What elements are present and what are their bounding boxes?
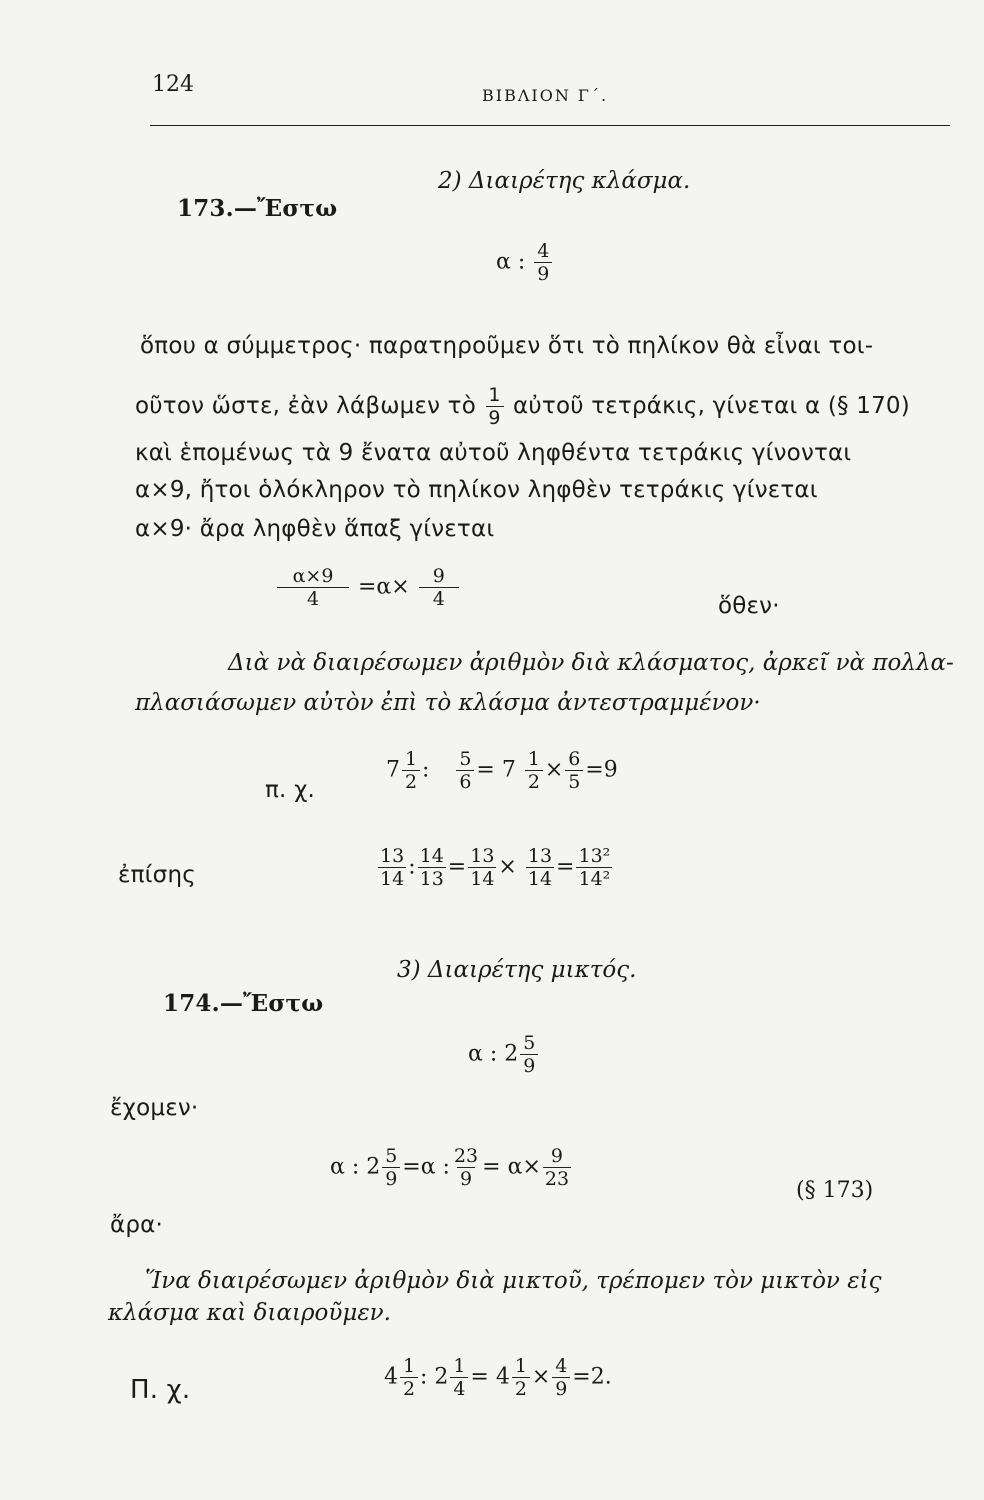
- header-rule: [150, 125, 950, 126]
- fraction: [576, 845, 612, 890]
- frac-num: 1: [488, 384, 501, 406]
- fraction: [526, 845, 554, 890]
- op: :: [420, 1364, 428, 1390]
- whole: 7: [386, 757, 400, 783]
- hence-label: ὅθεν·: [718, 593, 780, 619]
- result: =2.: [572, 1364, 612, 1390]
- fraction: [552, 1355, 570, 1400]
- text-line-2: [135, 384, 910, 429]
- op: =α :: [402, 1154, 450, 1180]
- fraction: [468, 845, 496, 890]
- have-label: ἔχομεν·: [110, 1095, 199, 1121]
- fraction: [456, 748, 474, 793]
- frac-num: α×9: [292, 565, 334, 587]
- frac-num: 23: [453, 1145, 479, 1167]
- eq-lhs: α : 2: [330, 1154, 381, 1180]
- frac-den: 5: [565, 770, 583, 793]
- text-line-2a: οῦτον ὥστε, ἐὰν λάβωμεν τὸ: [135, 393, 477, 419]
- eq-mid: =α×: [358, 574, 410, 600]
- section-3-title: 3) Διαιρέτης μικτός.: [397, 957, 637, 983]
- frac-num: 4: [555, 1355, 568, 1377]
- frac-num: 13: [470, 845, 495, 867]
- example-label: π. χ.: [265, 777, 316, 803]
- fraction: [512, 1355, 530, 1400]
- frac-den: 14²: [578, 868, 611, 890]
- frac-num: 9: [432, 565, 445, 587]
- fraction: [378, 845, 406, 890]
- fraction: [382, 1145, 400, 1190]
- fraction-5-9: [520, 1032, 538, 1077]
- result: =9: [585, 757, 618, 783]
- fraction-1-9: [486, 384, 504, 429]
- frac-den: 14: [470, 868, 495, 890]
- frac-num: 1: [402, 1355, 416, 1377]
- op: = 4: [470, 1364, 510, 1390]
- paragraph-173-label: 173.—Ἔστω: [177, 195, 338, 222]
- example-2-equation: [376, 845, 614, 890]
- rule-174-line-2: κλάσμα καὶ διαιροῦμεν.: [108, 1300, 391, 1326]
- op: = 7: [476, 757, 516, 783]
- frac-num: 5: [459, 748, 472, 770]
- frac-num: 13: [527, 845, 553, 867]
- fraction: [452, 1145, 480, 1190]
- text-line-1: ὅπου α σύμμετρος· παρατηροῦμεν ὅτι τὸ πηλίκον θὰ εἶναι τοι-: [140, 333, 874, 359]
- section-2-title: 2) Διαιρέτης κλάσμα.: [438, 168, 691, 194]
- example-1-equation: [386, 748, 618, 793]
- frac-num: 13²: [578, 845, 611, 867]
- whole: 2: [434, 1364, 449, 1390]
- frac-den: 9: [457, 1167, 475, 1190]
- section-reference: (§ 173): [796, 1178, 874, 1203]
- fraction-9-4: [419, 565, 459, 610]
- frac-den: 14: [380, 868, 405, 890]
- rule-174-line-1: Ἵνα διαιρέσωμεν ἀριθμὸν διὰ μικτοῦ, τρέπομεν τὸν μικτὸν εἰς: [145, 1268, 882, 1294]
- frac-num: 5: [385, 1145, 398, 1167]
- equation-174: [330, 1145, 573, 1190]
- op: =: [556, 854, 575, 880]
- frac-num: 1: [514, 1355, 527, 1377]
- page-number: 124: [152, 72, 194, 97]
- fraction-4-9: [534, 240, 552, 285]
- expr-lhs: α : 2: [468, 1041, 519, 1067]
- frac-den: 9: [534, 262, 552, 285]
- text-line-2b: αὐτοῦ τετράκις, γίνεται α (§ 170): [513, 393, 910, 419]
- frac-num: 1: [453, 1355, 466, 1377]
- frac-den: 2: [512, 1377, 530, 1400]
- op: =: [447, 854, 467, 880]
- expression-a-div-4-9: [496, 240, 554, 285]
- fraction: [400, 1355, 418, 1400]
- frac-num: 1: [404, 748, 418, 770]
- frac-den: 9: [382, 1167, 400, 1190]
- frac-den: 4: [450, 1377, 468, 1400]
- frac-den: 13: [419, 868, 444, 890]
- paragraph-174-label: 174.—Ἔστω: [163, 990, 324, 1017]
- frac-num: 4: [537, 240, 550, 262]
- op: = α×: [482, 1154, 541, 1180]
- frac-num: 1: [527, 748, 540, 770]
- op: ×: [544, 757, 564, 783]
- op: :: [422, 757, 430, 783]
- frac-den: 4: [277, 587, 349, 610]
- text-line-5: α×9· ἄρα ληφθὲν ἅπαξ γίνεται: [135, 516, 495, 542]
- op: ×: [498, 854, 517, 880]
- frac-den: 23: [544, 1168, 570, 1190]
- equation-a9-over-4: [275, 565, 461, 610]
- op: :: [408, 854, 416, 880]
- rule-173-line-1: Διὰ νὰ διαιρέσωμεν ἀριθμὸν διὰ κλάσματος, ἀρκεῖ νὰ πολλα-: [228, 650, 954, 676]
- text-line-3: καὶ ἑπομένως τὰ 9 ἔνατα αὐτοῦ ληφθέντα τετράκις γίνονται: [135, 440, 852, 466]
- fraction: [543, 1145, 571, 1190]
- example-label-2: Π. χ.: [130, 1375, 191, 1405]
- frac-den: 6: [456, 770, 474, 793]
- frac-den: 9: [520, 1054, 538, 1077]
- expression-a-div-2-5-9: [468, 1032, 540, 1077]
- fraction: [418, 845, 446, 890]
- frac-num: 6: [568, 748, 581, 770]
- frac-den: 9: [486, 406, 504, 429]
- op: ×: [531, 1364, 551, 1390]
- fraction: [565, 748, 583, 793]
- example-174-equation: [384, 1355, 612, 1400]
- frac-den: 9: [552, 1377, 570, 1400]
- running-title: ΒΙΒΛΙΟΝ Γ΄.: [482, 86, 609, 105]
- therefore-label: ἄρα·: [110, 1212, 164, 1238]
- frac-den: 14: [527, 868, 553, 890]
- rule-173-line-2: πλασιάσωμεν αὐτὸν ἐπὶ τὸ κλάσμα ἀντεστραμμένον·: [135, 690, 761, 716]
- frac-den: 2: [525, 770, 543, 793]
- frac-num: 9: [550, 1145, 564, 1167]
- fraction-a9-4: [277, 565, 349, 610]
- whole: 4: [384, 1364, 398, 1390]
- frac-num: 14: [419, 845, 444, 867]
- also-label: ἐπίσης: [118, 862, 196, 888]
- frac-den: 2: [400, 1377, 418, 1400]
- frac-den: 2: [402, 770, 420, 793]
- fraction: [450, 1355, 468, 1400]
- frac-num: 5: [523, 1032, 536, 1054]
- frac-num: 13: [380, 845, 405, 867]
- frac-den: 4: [419, 587, 459, 610]
- expr-lhs: α :: [496, 249, 526, 275]
- text-line-4: α×9, ἤτοι ὁλόκληρον τὸ πηλίκον ληφθὲν τετράκις γίνεται: [135, 477, 818, 503]
- fraction: [525, 748, 543, 793]
- fraction: [402, 748, 420, 793]
